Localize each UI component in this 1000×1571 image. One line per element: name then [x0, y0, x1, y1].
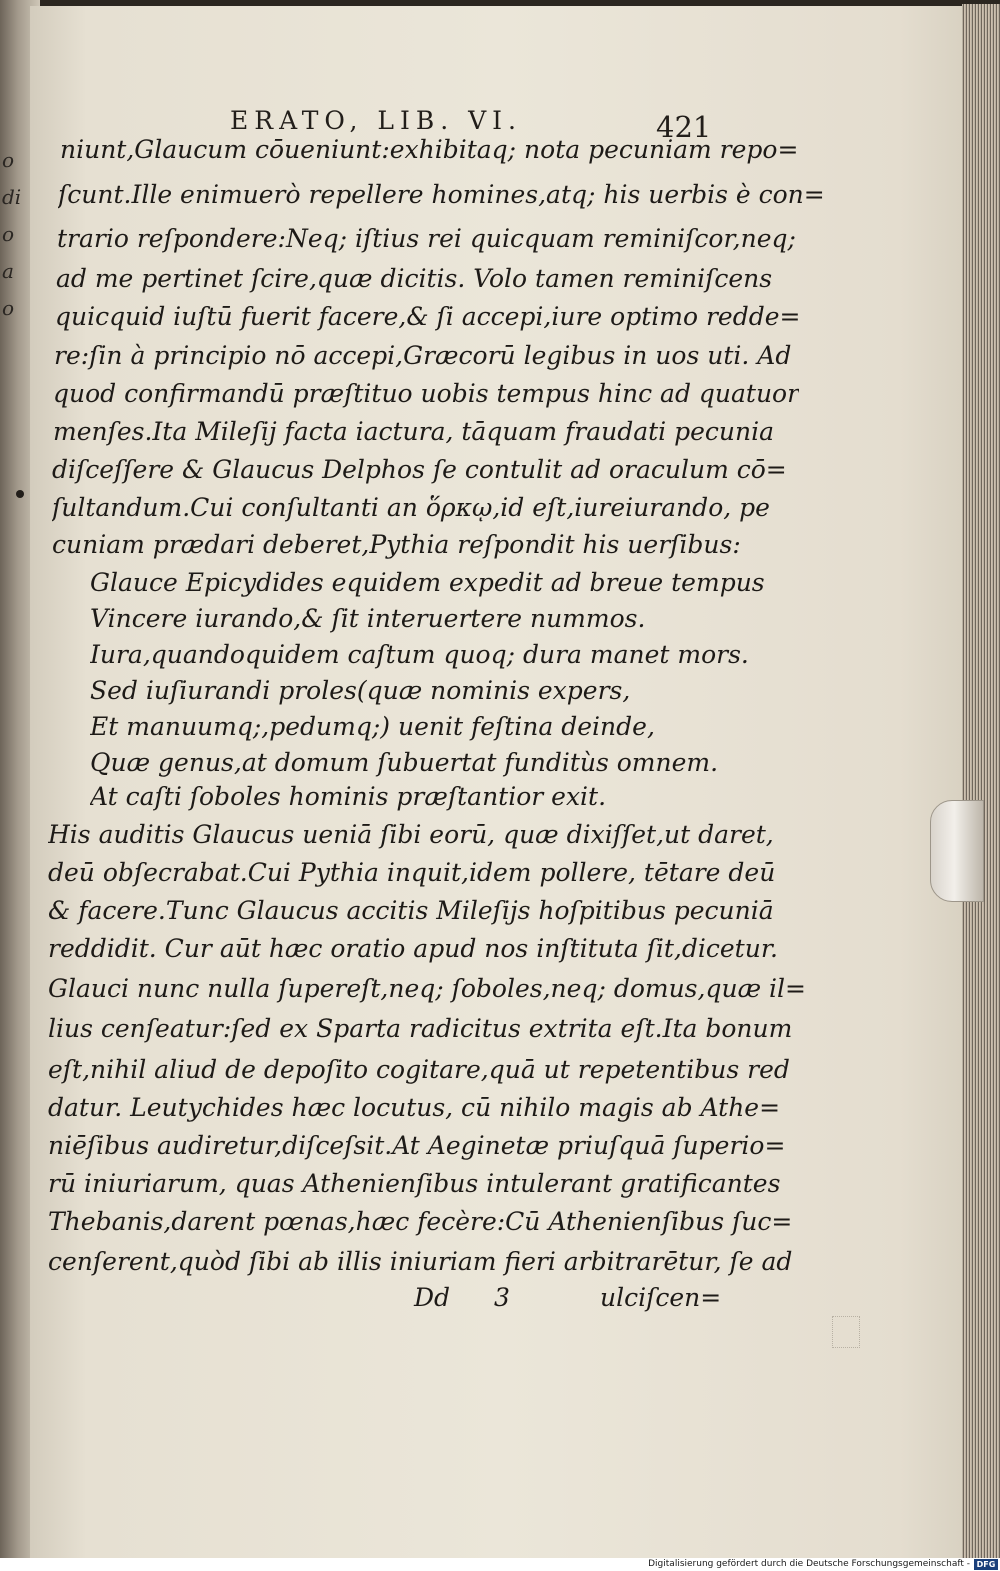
- text-line: cenſerent,quòd ſibi ab illis iniuriam fieri arbitrarētur, ſe ad: [48, 1247, 793, 1276]
- margin-fragment: a: [2, 259, 14, 281]
- text-line: ſcunt.Ille enimuerò repellere homines,atq; his uerbis è con=: [58, 180, 825, 209]
- verse-line: Iura,quandoquidem caſtum quoq; dura manet mors.: [90, 640, 749, 669]
- signature-number: 3: [494, 1283, 510, 1312]
- text-line: datur. Leutychides hæc locutus, cū nihilo magis ab Athe=: [48, 1093, 781, 1122]
- text-line: quicquid iuſtū fuerit facere,& ſi accepi,iure optimo redde=: [55, 302, 801, 331]
- text-line: & facere.Tunc Glaucus accitis Mileſijs hoſpitibus pecuniā: [48, 896, 774, 925]
- margin-fragment: o: [2, 148, 15, 170]
- verse-line: Quæ genus,at domum ſubuertat funditùs omnem.: [90, 748, 719, 777]
- running-title: ERATO, LIB. VI.: [230, 106, 522, 135]
- page-clip: [930, 800, 984, 902]
- text-line: ad me pertinet ſcire,quæ dicitis. Volo tamen reminiſcens: [56, 264, 773, 293]
- text-line: ſultandum.Cui conſultanti an ὅρκῳ,id eſt,iureiurando, pe: [52, 493, 770, 522]
- margin-fragment: o: [2, 222, 15, 244]
- text-line: trario reſpondere:Neq; iſtius rei quicquam reminiſcor,neq;: [57, 224, 796, 253]
- catchword: ulciſcen=: [600, 1283, 722, 1312]
- text-line: menſes.Ita Mileſij facta iactura, tāquam fraudati pecunia: [53, 417, 775, 446]
- signature-mark: Dd: [414, 1283, 451, 1312]
- verse-line: At caſti ſoboles hominis præſtantior exit.: [90, 782, 607, 811]
- text-line: re:ſin à principio nō accepi,Græcorū legibus in uos uti. Ad: [54, 341, 792, 370]
- verse-line: Vincere iurando,& ſit interuertere nummos.: [90, 604, 646, 633]
- text-line: lius cenſeatur:ſed ex Sparta radicitus extrita eſt.Ita bonum: [48, 1014, 793, 1043]
- book-fore-edge: [962, 4, 1000, 1560]
- dfg-logo: DFG: [974, 1559, 998, 1570]
- footer-text: Digitalisierung gefördert durch die Deutsche Forschungsgemeinschaft -: [648, 1559, 970, 1569]
- text-line: niunt,Glaucum cōueniunt:exhibitaq; nota pecuniam repo=: [60, 135, 799, 164]
- text-line: rū iniuriarum, quas Athenienſibus intulerant gratificantes: [48, 1169, 781, 1198]
- text-line: cuniam prædari deberet,Pythia reſpondit his uerſibus:: [52, 530, 741, 559]
- text-line: quod confirmandū præſtituo uobis tempus hinc ad quatuor: [53, 379, 800, 408]
- page-number: 421: [656, 110, 712, 144]
- verse-line: Glauce Epicydides equidem expedit ad breue tempus: [90, 568, 765, 597]
- verse-line: Sed iuſiurandi proles(quæ nominis expers,: [90, 676, 631, 705]
- text-line: niēſibus audiretur,diſceſsit.At Aeginetæ priuſquā ſuperio=: [48, 1131, 786, 1160]
- text-line: diſceſſere & Glaucus Delphos ſe contulit ad oraculum cō=: [52, 455, 787, 484]
- text-line: eſt,nihil aliud de depoſito cogitare,quā ut repetentibus red: [48, 1055, 790, 1084]
- text-line: reddidit. Cur aūt hæc oratio apud nos inſtituta ſit,dicetur.: [48, 934, 778, 963]
- verse-line: Et manuumq;,pedumq;) uenit feſtina deinde,: [90, 712, 655, 741]
- margin-fragment: di: [2, 185, 22, 207]
- digitization-footer: [0, 1558, 1000, 1571]
- margin-fragment: o: [2, 296, 15, 318]
- margin-mark: [16, 490, 24, 498]
- library-stamp: [832, 1316, 860, 1348]
- text-line: Thebanis,darent pœnas,hæc fecère:Cū Athenienſibus ſuc=: [48, 1207, 793, 1236]
- text-line: His auditis Glaucus ueniā ſibi eorū, quæ dixiſſet,ut daret,: [48, 820, 774, 849]
- text-line: deū obſecrabat.Cui Pythia inquit,idem pollere, tētare deū: [48, 858, 776, 887]
- text-line: Glauci nunc nulla ſupereſt,neq; ſoboles,neq; domus,quæ il=: [48, 974, 806, 1003]
